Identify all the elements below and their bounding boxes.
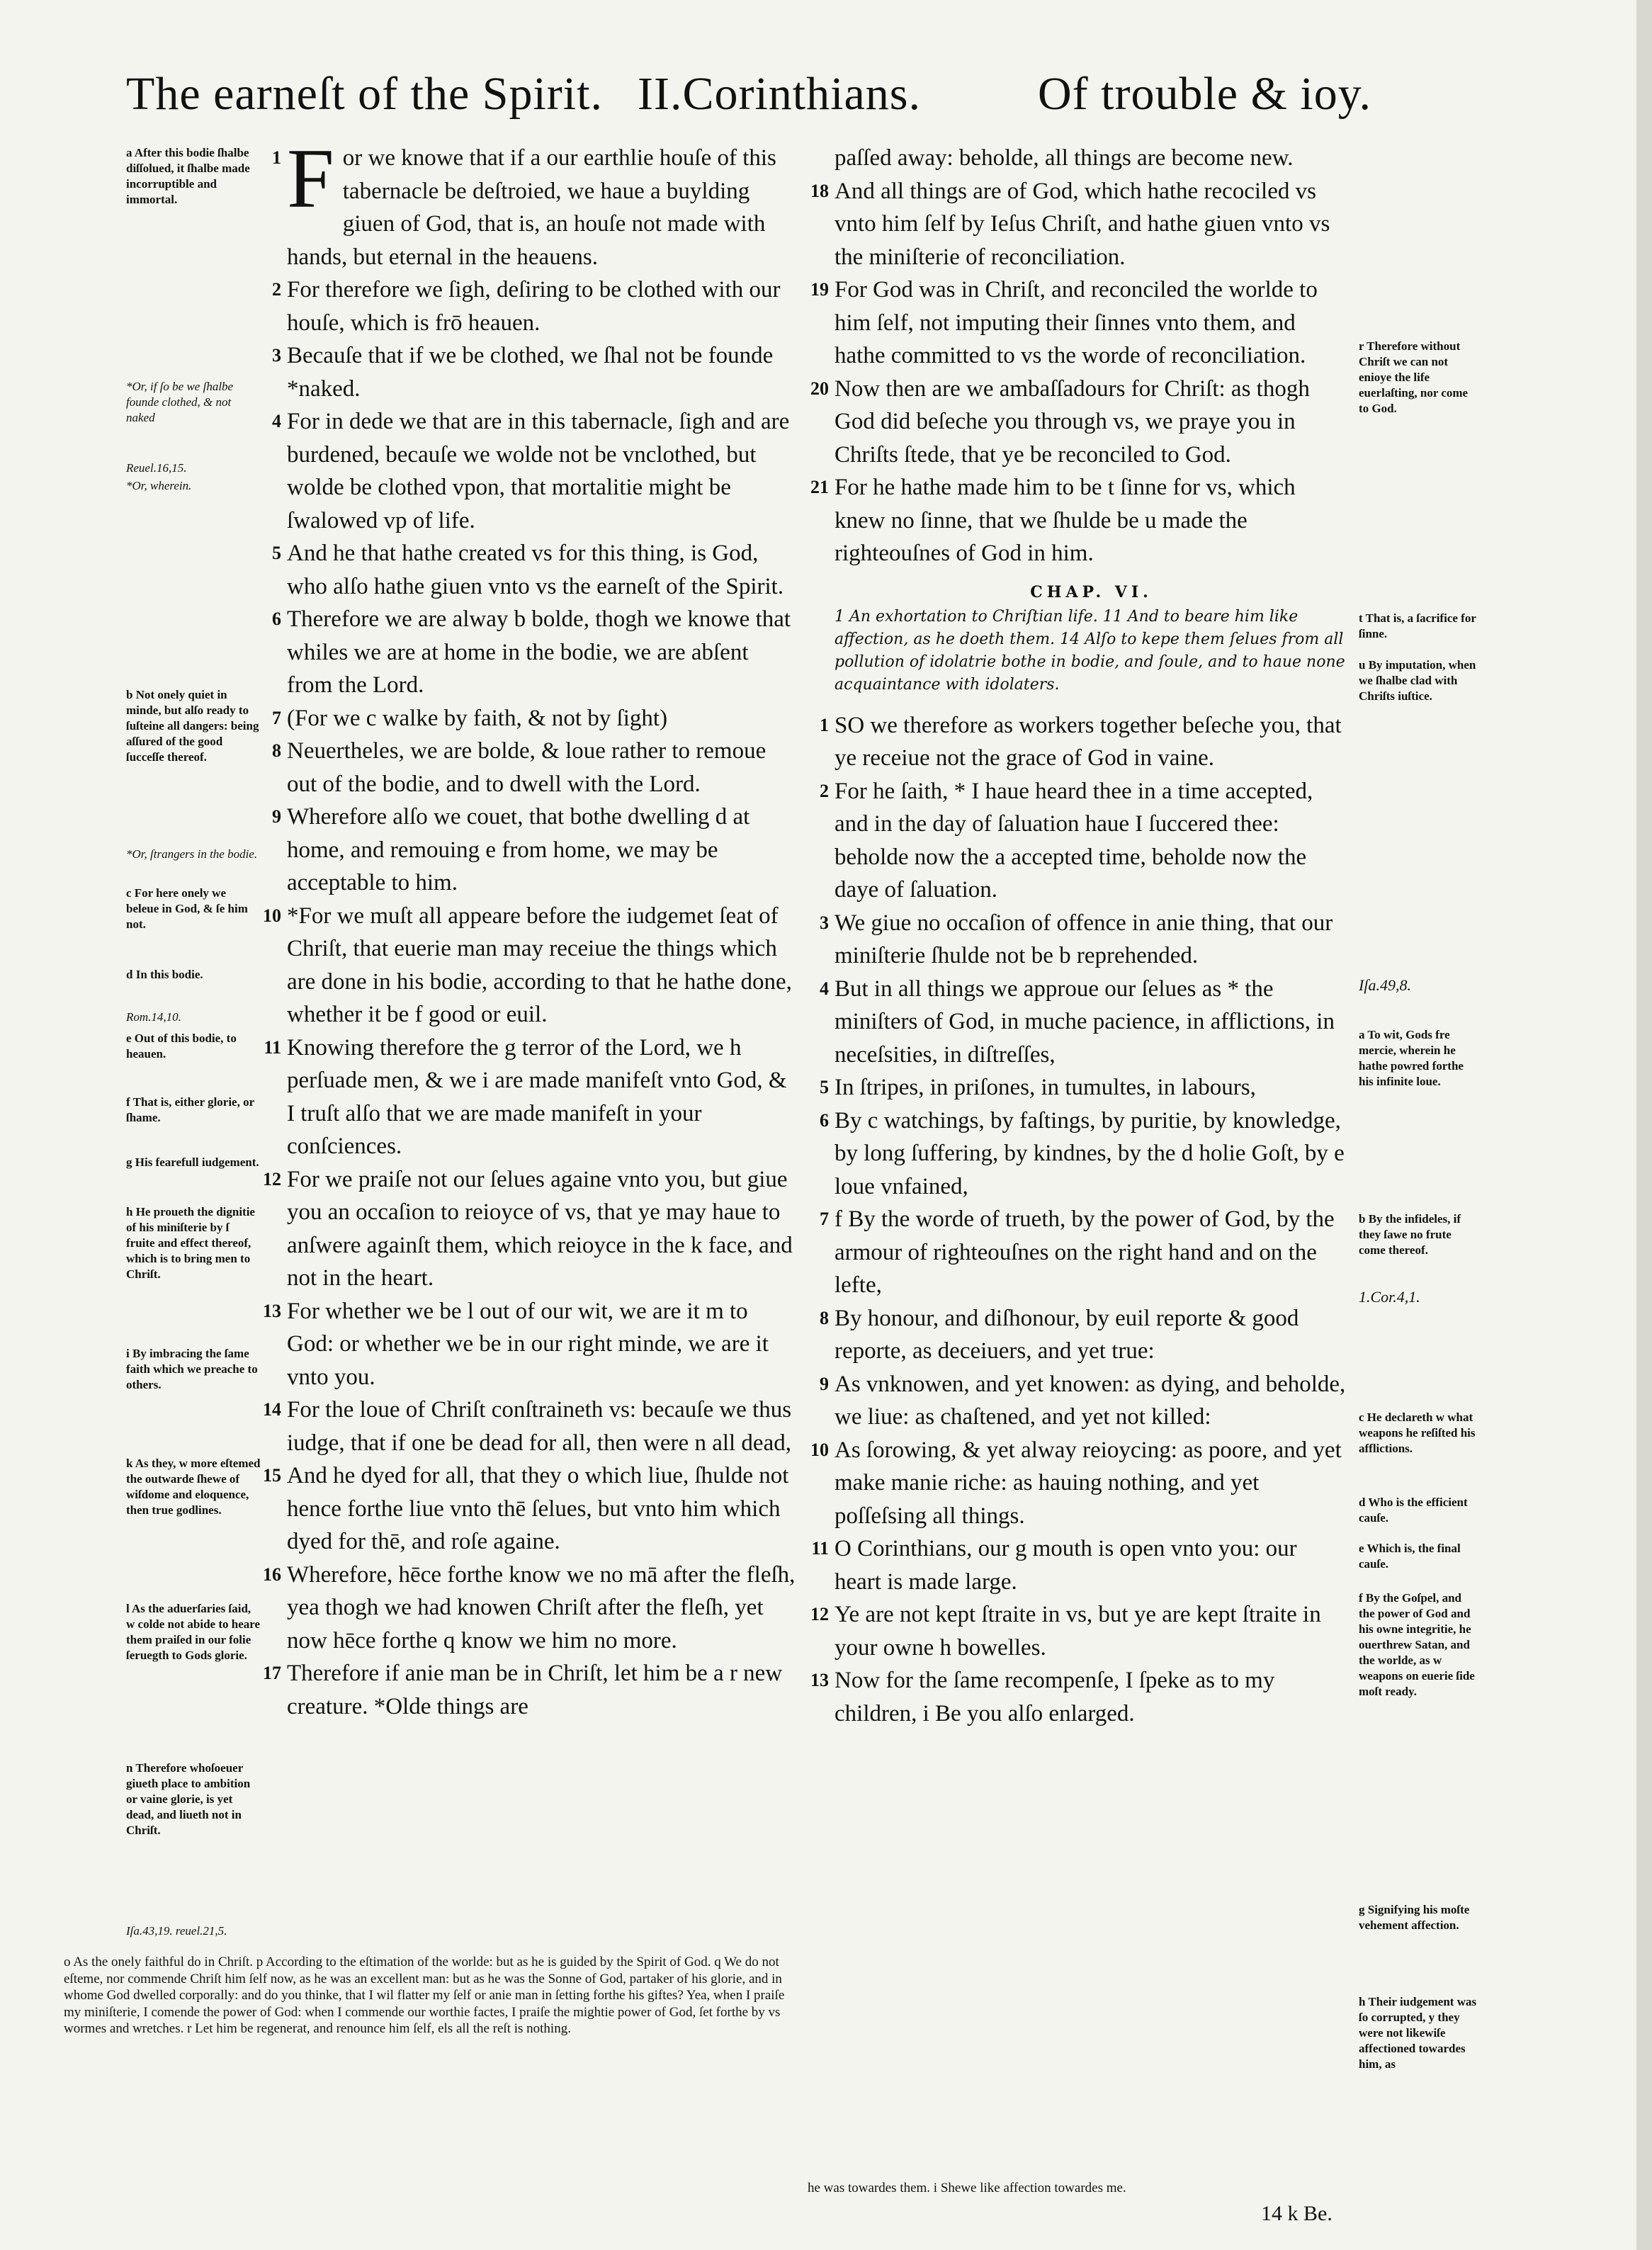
verse <box>272 603 797 702</box>
footnotes: o As the onely faithful do in Chriſt. p According to the eſtimation of the worlde: but as he is guided by the Spirit of God. q We do not eſteme, nor commende Chriſt him ſelf now, as he was an excellent man: but as he was the Sonne of God, partaker of his glorie, and in whome God dwelled corporally: and do you thinke, that I wil flatter my ſelf or anie man in ſetting forthe his giftes? Yea, when I praiſe my miniſterie, I comende the power of God: when I commende our worthie factes, I praiſe the mightie power of God, ſet forthe by vs wormes and wretches. r Let him be regenerat, and renounce him ſelf, els all the reſt is nothing. <box>64 1955 785 2036</box>
margin-note: c For here onely we beleue in God, & ſe him not. <box>126 886 248 931</box>
verse-number: 2 <box>820 780 829 801</box>
verse-text: But in all things we approue our ſelues as * the miniſters of God, in muche pacience, in afflictions, in neceſsities, in diſtreſſes, <box>835 976 1335 1068</box>
verse <box>263 1459 797 1559</box>
verse-text: Wherefore alſo we couet, that bothe dwelling d at home, and remouing e from home, we may be acceptable to him. <box>287 804 750 895</box>
verse <box>272 735 797 801</box>
verse-text: Knowing therefore the g terror of the Lord, we h perſuade men, & we i are made manifeſt vnto God, & I truſt alſo that we are made manifeſt in your conſciences. <box>287 1034 787 1159</box>
verse-number: 7 <box>820 1209 829 1229</box>
verse-text: For he hathe made him to be t ſinne for vs, which knew no ſinne, that we ſhulde be u made the righteouſnes of God in him. <box>835 475 1296 566</box>
verse <box>810 471 1348 570</box>
verse-number: 15 <box>263 1465 281 1486</box>
margin-note: Reuel.16,15. <box>126 461 187 475</box>
verse-text: And he dyed for all, that they o which liue, ſhulde not hence forthe liue vnto thē ſelues, but vnto him which dyed for thē, and roſe againe. <box>287 1463 789 1554</box>
header-right: Of trouble & ioy. <box>1038 68 1371 120</box>
margin-note: *Or, ſtrangers in the bodie. <box>126 847 258 861</box>
verse <box>810 373 1348 472</box>
verse-text: Becauſe that if we be clothed, we ſhal not be founde *naked. <box>287 343 774 402</box>
verse <box>272 405 797 537</box>
margin-note: a To wit, Gods fre mercie, wherein he hathe powred forthe his infinite loue. <box>1359 1028 1464 1088</box>
verse-number: 7 <box>272 707 281 728</box>
verse-number: 1 <box>272 147 281 168</box>
verse <box>820 1104 1348 1204</box>
verse <box>820 1203 1348 1302</box>
verse-number: 10 <box>263 905 281 926</box>
catchword: 14 k Be. <box>1261 2202 1333 2225</box>
margin-note: r Therefore without Chriſt we can not enioye the life euerlaſting, nor come to God. <box>1359 339 1469 415</box>
verse-number: 16 <box>263 1564 281 1585</box>
verse <box>820 1302 1348 1368</box>
margin-note: a After this bodie ſhalbe diſſolued, it ſhalbe made incorruptible and immortal. <box>126 146 250 206</box>
verse-text: By honour, and diſhonour, by euil reporte & good reporte, as deceiuers, and yet true: <box>835 1305 1299 1364</box>
verse-number: 11 <box>264 1036 281 1058</box>
verse-number: 6 <box>272 609 281 629</box>
margin-note: f By the Goſpel, and the power of God and his owne integritie, he ouerthrew Satan, and the worlde, as w weapons on euerie ſide moſt ready. <box>1359 1591 1475 1698</box>
margin-note: b By the infideles, if they ſawe no frute come thereof. <box>1359 1212 1461 1257</box>
verse-text: O Corinthians, our g mouth is open vnto you: our heart is made large. <box>835 1536 1297 1595</box>
margin-note: Iſa.43,19. reuel.21,5. <box>126 1924 227 1938</box>
page-edge <box>1636 0 1652 2250</box>
verse-text: As vnknowen, and yet knowen: as dying, and beholde, we liue: as chaſtened, and yet not killed: <box>835 1371 1346 1430</box>
verse-number: 13 <box>810 1670 829 1690</box>
verse <box>263 900 797 1031</box>
verse-number: 8 <box>272 740 281 761</box>
verse-text: Ye are not kept ſtraite in vs, but ye are kept ſtraite in your owne h bowelles. <box>835 1602 1321 1661</box>
verse-number: 3 <box>272 345 281 366</box>
verse <box>272 131 797 273</box>
verse-number: 14 <box>263 1399 281 1420</box>
margin-note: h He proueth the dignitie of his miniſterie by ſ fruite and effect thereof, which is to bring men to Chriſt. <box>126 1205 255 1281</box>
verse-number: 19 <box>810 279 829 300</box>
margin-note: t That is, a ſacrifice for ſinne. <box>1359 611 1476 640</box>
margin-note: 1.Cor.4,1. <box>1359 1288 1420 1306</box>
margin-note: b Not onely quiet in minde, but alſo ready to ſuſteine all dangers: being aſſured of the good ſucceſſe thereof. <box>126 688 259 764</box>
verse-text: For the loue of Chriſt conſtraineth vs: becauſe we thus iudge, that if one be dead for all, then were n all dead, <box>287 1397 792 1456</box>
verse-text: And all things are of God, which hathe recociled vs vnto him ſelf by Ieſus Chriſt, and hathe giuen vnto vs the miniſterie of reconciliation. <box>835 178 1330 270</box>
verse-text: For he ſaith, * I haue heard thee in a time accepted, and in the day of ſaluation haue I ſuccered thee: beholde now the a accepted time, beholde now the daye of ſaluation. <box>835 778 1313 903</box>
verse-text: (For we c walke by faith, & not by ſight) <box>287 705 668 731</box>
verse-text: For in dede we that are in this tabernacle, ſigh and are burdened, becauſe we wolde not be vnclothed, but wolde be clothed vpon, that mortalitie might be ſwalowed vp of life. <box>287 409 790 533</box>
verse <box>820 973 1348 1072</box>
margin-note: i By imbracing the ſame faith which we preache to others. <box>126 1347 258 1391</box>
verse <box>263 1295 797 1394</box>
verse-number: 17 <box>263 1663 281 1683</box>
verse-number: 9 <box>820 1373 829 1394</box>
verse <box>272 537 797 603</box>
right-text-column <box>810 142 1348 1730</box>
verse <box>820 709 1348 775</box>
verse-text: Now then are we ambaſſadours for Chriſt: as thogh God did beſeche you through vs, we praye you in Chriſts ſtede, that ye be reconciled to God. <box>835 375 1310 468</box>
verse-text: or we knowe that if a our earthlie houſe of this tabernacle be deſtroied, we haue a buylding giuen of God, that is, an houſe not made with hands, but eternal in the heauens. <box>287 145 776 270</box>
margin-note: d Who is the efficient cauſe. <box>1359 1496 1468 1525</box>
verse <box>272 801 797 900</box>
margin-note: e Out of this bodie, to heauen. <box>126 1031 237 1061</box>
verse <box>810 1598 1348 1664</box>
verse <box>820 1368 1348 1434</box>
verse <box>810 1664 1348 1730</box>
margin-note: h Their iudgement was ſo corrupted, y they were not likewiſe affectioned towardes him, as <box>1359 1995 1477 2071</box>
verse <box>820 907 1348 973</box>
verse-number: 11 <box>811 1538 829 1559</box>
verse-text: We giue no occaſion of offence in anie thing, that our miniſterie ſhulde not be b reprehended. <box>835 910 1333 968</box>
verse-text: *For we muſt all appeare before the iudgemet ſeat of Chriſt, that euerie man may receiue the things which are done in his bodie, according to that he hathe done, whether it be f good or euil. <box>287 903 792 1027</box>
verse-text: Therefore if anie man be in Chriſt, let him be a r new creature. *Olde things are <box>287 1661 783 1719</box>
header-left: The earneſt of the Spirit. <box>126 68 603 120</box>
running-header <box>0 67 1652 152</box>
verse-number: 3 <box>820 912 829 933</box>
footnote-continuation: he was towardes them. i Shewe like affection towardes me. <box>808 2181 1126 2195</box>
verse <box>820 1071 1348 1104</box>
chapter-heading: CHAP. VI. <box>1030 582 1153 601</box>
verse <box>810 1434 1348 1533</box>
verse-text: And he that hathe created vs for this thing, is God, who alſo hathe giuen vnto vs the earneſt of the Spirit. <box>287 541 784 599</box>
margin-note: Rom.14,10. <box>126 1010 181 1024</box>
margin-note: f That is, either glorie, or ſhame. <box>126 1095 254 1124</box>
verse <box>820 775 1348 907</box>
verse-number: 8 <box>820 1307 829 1328</box>
verse-text: paſſed away: beholde, all things are become new. <box>835 145 1294 171</box>
verse-number: 21 <box>810 477 829 497</box>
margin-note: Iſa.49,8. <box>1359 976 1411 994</box>
header-center: II.Corinthians. <box>638 68 921 120</box>
margin-note: n Therefore whoſoeuer giueth place to ambition or vaine glorie, is yet dead, and liueth not in Chriſt. <box>126 1761 251 1837</box>
verse-number: 5 <box>272 543 281 563</box>
drop-cap: F <box>287 131 334 225</box>
verse <box>272 273 797 339</box>
verse-text: For we praiſe not our ſelues againe vnto you, but giue you an occaſion to reioyce of vs, that ye may haue to anſwere againſt them, which reioyce in the k face, and not in the heart. <box>287 1166 793 1291</box>
verse-number: 9 <box>272 806 281 827</box>
verse-number: 5 <box>820 1077 829 1097</box>
verse <box>264 1031 797 1163</box>
verse-text: SO we therefore as workers together beſeche you, that ye receiue not the grace of God in vaine. <box>835 712 1342 771</box>
verse-text: For God was in Chriſt, and reconciled the worlde to him ſelf, not imputing their ſinnes vnto them, and hathe committed to vs the worde of reconciliation. <box>835 277 1318 368</box>
verse <box>810 175 1348 274</box>
left-text-column <box>263 131 797 1723</box>
verse <box>272 339 797 405</box>
verse-number: 18 <box>810 180 829 201</box>
verse-text: For therefore we ſigh, deſiring to be clothed with our houſe, which is frō heauen. <box>287 277 781 336</box>
margin-note: l As the aduerſaries ſaid, w colde not abide to heare them praiſed in our folie ſeruegth to Gods glorie. <box>126 1602 261 1662</box>
verse <box>810 273 1348 373</box>
margin-note: g Signifying his moſte vehement affection. <box>1359 1903 1470 1932</box>
margin-note: c He declareth w what weapons he reſiſted his afflictions. <box>1359 1411 1476 1455</box>
verse-text: In ſtripes, in priſones, in tumultes, in labours, <box>835 1075 1256 1100</box>
verse-text: Wherefore, hēce forthe know we no mā after the fleſh, yea thogh we had knowen Chriſt after the fleſh, yet now hēce forthe q know we him no more. <box>287 1561 796 1653</box>
verse-number: 4 <box>820 978 829 999</box>
verse-text: Now for the ſame recompenſe, I ſpeke as to my children, i Be you alſo enlarged. <box>835 1668 1275 1726</box>
verse-number: 20 <box>810 378 829 399</box>
verse-number: 12 <box>810 1604 829 1624</box>
verse-text: f By the worde of trueth, by the power of God, by the armour of righteouſnes on the right hand and on the lefte, <box>835 1206 1335 1298</box>
verse-number: 13 <box>263 1300 281 1321</box>
verse-text: Neuertheles, we are bolde, & loue rather to remoue out of the bodie, and to dwell with the Lord. <box>287 738 766 797</box>
margin-note: e Which is, the final cauſe. <box>1359 1542 1461 1571</box>
verse <box>272 702 797 735</box>
verse-text: As ſorowing, & yet alway reioycing: as poore, and yet make manie riche: as hauing nothing, and yet poſſeſsing all things. <box>835 1437 1342 1529</box>
margin-note: k As they, w more eſtemed the outwarde ſhewe of wiſdome and eloquence, then true godlines. <box>126 1457 261 1517</box>
verse <box>835 142 1348 175</box>
verse-number: 4 <box>272 411 281 431</box>
verse-number: 6 <box>820 1109 829 1131</box>
chapter-summary: 1 An exhortation to Chriſtian life. 11 And to beare him like affection, as he doeth them. 14 Alſo to kepe them ſelues from all pollution of idolatrie bothe in bodie, and ſoule, and to haue none acquaintance with idolaters. <box>835 607 1345 694</box>
margin-note: d In this bodie. <box>126 968 203 981</box>
margin-note: u By imputation, when we ſhalbe clad with Chriſts iuſtice. <box>1359 658 1476 703</box>
verse <box>263 1393 797 1459</box>
verse-text: Therefore we are alway b bolde, thogh we knowe that whiles we are at home in the bodie, we are abſent from the Lord. <box>287 606 791 698</box>
margin-note: *Or, wherein. <box>126 479 192 492</box>
verse <box>263 1559 797 1658</box>
margin-note: *Or, if ſo be we ſhalbe founde clothed, & not naked <box>126 380 234 424</box>
verse <box>263 1657 797 1723</box>
verse-text: For whether we be l out of our wit, we are it m to God: or whether we be in our right minde, we are it vnto you. <box>287 1298 769 1390</box>
verse-number: 10 <box>810 1439 829 1460</box>
verse-number: 12 <box>263 1168 281 1189</box>
verse <box>811 1532 1348 1598</box>
margin-note: g His fearefull iudgement. <box>126 1155 259 1169</box>
verse-text: By c watchings, by faſtings, by puritie, by knowledge, by long ſuffering, by kindnes, by the d holie Goſt, by e loue vnfained, <box>835 1107 1345 1199</box>
verse-number: 1 <box>820 714 829 735</box>
verse <box>263 1163 797 1295</box>
verse-number: 2 <box>272 279 281 300</box>
